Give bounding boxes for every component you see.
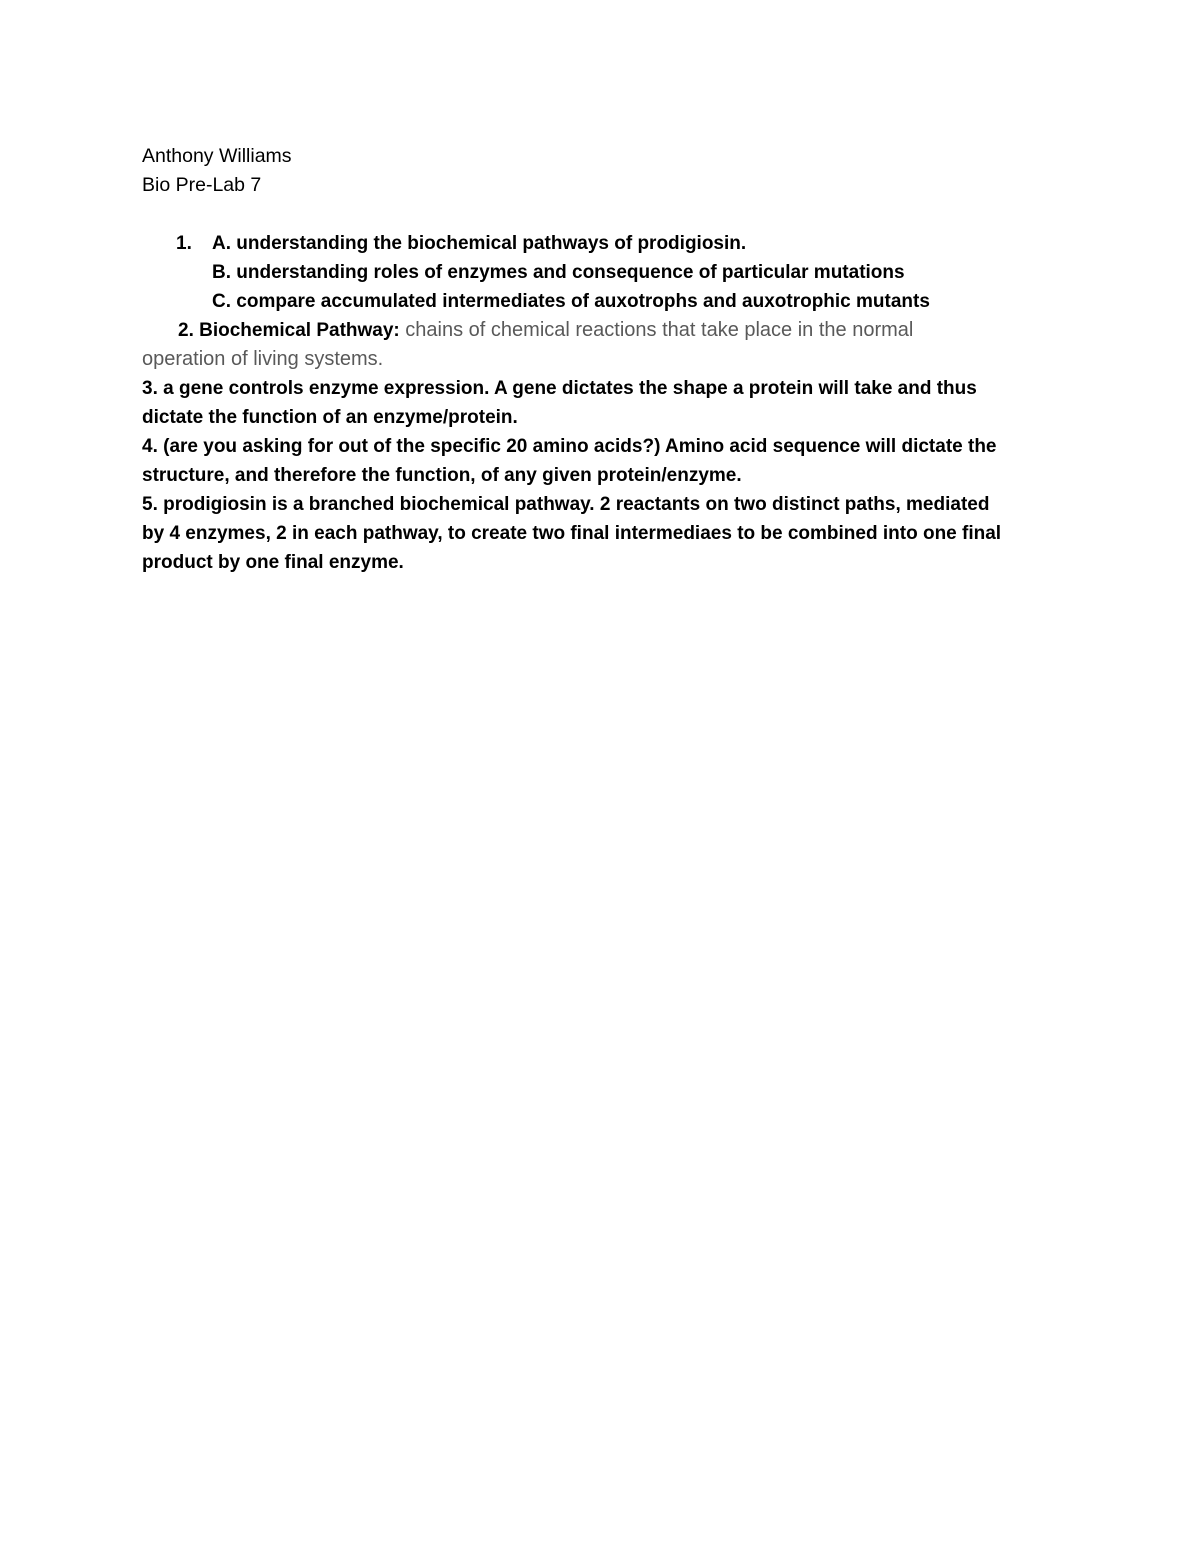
- document-body: [142, 142, 1072, 577]
- blank-line: [142, 200, 1072, 229]
- question-1-a: [142, 229, 1072, 258]
- question-1-b: B. understanding roles of enzymes and consequence of particular mutations: [212, 262, 905, 283]
- question-3-line-1: 3. a gene controls enzyme expression. A gene dictates the shape a protein will take and thus: [142, 378, 977, 399]
- question-3-line-2: dictate the function of an enzyme/protein.: [142, 407, 518, 428]
- question-4-line-1: 4. (are you asking for out of the specific 20 amino acids?) Amino acid sequence will dictate the: [142, 436, 997, 457]
- author-name: Anthony Williams: [142, 145, 292, 167]
- question-5-line-2: by 4 enzymes, 2 in each pathway, to create two final intermediaes to be combined into one final: [142, 523, 1002, 544]
- question-5-line-3: product by one final enzyme.: [142, 552, 404, 573]
- question-1-number: 1.: [176, 233, 192, 254]
- question-1-a-text: A. understanding the biochemical pathways of prodigiosin.: [212, 233, 747, 254]
- question-2-label: 2. Biochemical Pathway:: [178, 320, 400, 341]
- question-2: [142, 316, 1072, 345]
- question-2-definition-cont: operation of living systems.: [142, 348, 384, 370]
- question-4-line-2: structure, and therefore the function, of any given protein/enzyme.: [142, 465, 742, 486]
- question-1-c: C. compare accumulated intermediates of auxotrophs and auxotrophic mutants: [212, 291, 930, 312]
- question-2-definition: chains of chemical reactions that take place in the normal: [399, 319, 914, 341]
- assignment-title: Bio Pre-Lab 7: [142, 174, 262, 196]
- question-5-line-1: 5. prodigiosin is a branched biochemical pathway. 2 reactants on two distinct paths, mediated: [142, 494, 990, 515]
